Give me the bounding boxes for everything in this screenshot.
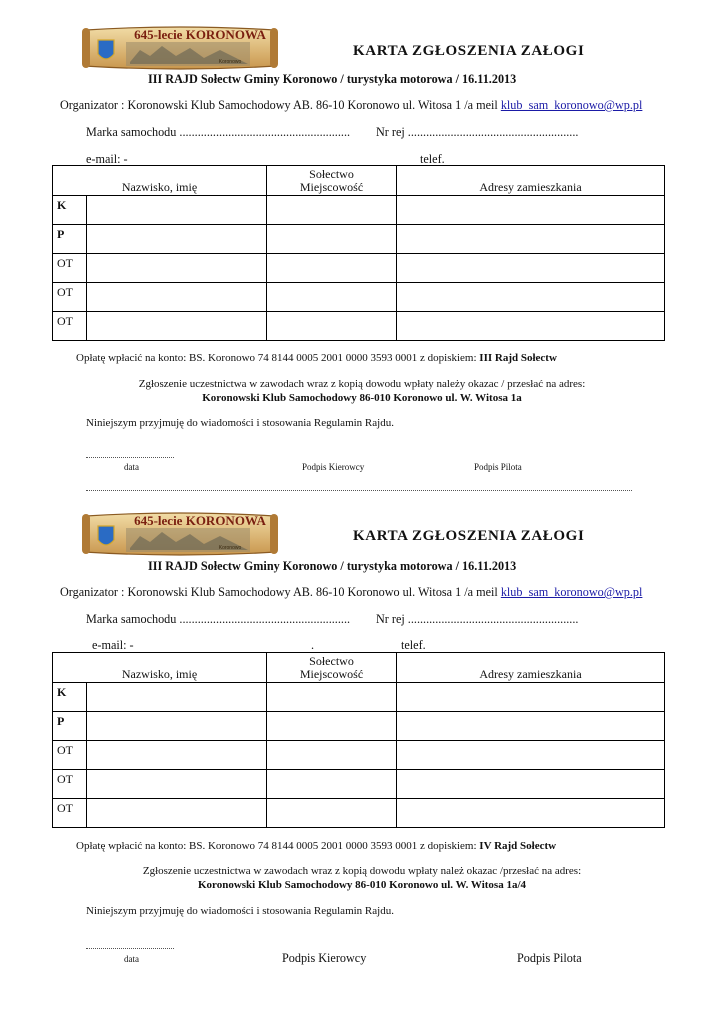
registration-field[interactable]: Nr rej ........................................................ (376, 612, 579, 626)
address-cell[interactable] (397, 225, 665, 254)
pilot-signature-label: Podpis Pilota (474, 462, 522, 472)
logo-caption: Koronowo (218, 545, 242, 551)
row-label: OT (53, 254, 87, 283)
table-row (53, 741, 665, 770)
table-row (53, 283, 665, 312)
phone-field[interactable]: telef. (420, 152, 445, 166)
village-cell[interactable] (267, 799, 397, 828)
village-cell[interactable] (267, 196, 397, 225)
table-row (53, 196, 665, 225)
name-cell[interactable] (87, 770, 267, 799)
pilot-signature-label: Podpis Pilota (517, 951, 582, 965)
crew-table (52, 652, 665, 828)
payment-line (76, 840, 556, 852)
phone-field[interactable]: telef. (401, 638, 426, 652)
rally-subtitle: III RAJD Sołectw Gminy Koronowo / turystyka motorowa / 16.11.2013 (148, 72, 517, 86)
name-cell[interactable] (87, 254, 267, 283)
village-cell[interactable] (267, 254, 397, 283)
driver-signature-label: Podpis Kierowcy (302, 462, 365, 472)
name-cell[interactable] (87, 196, 267, 225)
village-cell[interactable] (267, 712, 397, 741)
row-label: OT (53, 770, 87, 799)
organizer-email-link[interactable]: klub_sam_koronowo@wp.pl (500, 585, 643, 599)
cut-line (86, 490, 632, 491)
address-cell[interactable] (397, 683, 665, 712)
name-cell[interactable] (87, 312, 267, 341)
organizer-line (60, 585, 642, 600)
header-village-line1: Sołectwo (309, 654, 354, 668)
name-cell[interactable] (87, 225, 267, 254)
payment-text: Opłatę wpłacić na konto: BS. Koronowo 74 8144 0005 2001 0000 3593 0001 z dopiskiem: (76, 840, 477, 852)
submission-text: Zgłoszenie uczestnictwa w zawodach wraz z kopią dowodu wpłaty należy okazac / przesłać na adres: (138, 378, 586, 390)
registration-field[interactable]: Nr rej ........................................................ (376, 125, 579, 139)
address-cell[interactable] (397, 741, 665, 770)
village-cell[interactable] (267, 312, 397, 341)
table-row (53, 225, 665, 254)
date-label: data (124, 954, 139, 964)
car-make-field[interactable]: Marka samochodu ........................................................ (86, 612, 351, 626)
koronowo-645-logo (80, 508, 280, 560)
coat-of-arms-icon (98, 40, 114, 59)
address-cell[interactable] (397, 712, 665, 741)
form-title: KARTA ZGŁOSZENIA ZAŁOGI (353, 528, 585, 544)
village-cell[interactable] (267, 683, 397, 712)
header-village-line2: Miejscowość (299, 180, 364, 194)
submission-address: Koronowski Klub Samochodowy 86-010 Koronowo ul. W. Witosa 1a/4 (197, 879, 527, 891)
payment-note: III Rajd Sołectw (479, 352, 557, 364)
date-label: data (124, 462, 139, 472)
row-label: OT (53, 312, 87, 341)
address-cell[interactable] (397, 254, 665, 283)
row-label: K (53, 196, 87, 225)
table-row (53, 312, 665, 341)
logo-text: 645-lecie KORONOWA (134, 27, 266, 42)
table-row (53, 712, 665, 741)
acceptance-text: Niniejszym przyjmuję do wiadomości i stosowania Regulamin Rajdu. (86, 905, 394, 917)
rally-subtitle: III RAJD Sołectw Gminy Koronowo / turystyka motorowa / 16.11.2013 (148, 559, 517, 573)
table-row (53, 770, 665, 799)
logo-text: 645-lecie KORONOWA (134, 513, 266, 528)
payment-line (76, 352, 557, 364)
car-make-field[interactable]: Marka samochodu ........................................................ (86, 125, 351, 139)
submission-address: Koronowski Klub Samochodowy 86-010 Koronowo ul. W. Witosa 1a (202, 392, 522, 404)
header-village (267, 653, 397, 683)
table-header-row (53, 653, 665, 683)
coat-of-arms-icon (98, 526, 114, 545)
row-label: P (53, 712, 87, 741)
email-field[interactable]: e-mail: - (92, 638, 134, 652)
address-cell[interactable] (397, 196, 665, 225)
email-field[interactable]: e-mail: - (86, 152, 128, 166)
organizer-text: Organizator : Koronowski Klub Samochodowy AB. 86-10 Koronowo ul. Witosa 1 /a meil (60, 98, 498, 112)
email-dot: . (311, 638, 315, 652)
village-cell[interactable] (267, 225, 397, 254)
name-cell[interactable] (87, 741, 267, 770)
header-village-line1: Sołectwo (309, 167, 354, 181)
driver-signature-label: Podpis Kierowcy (282, 951, 367, 965)
village-cell[interactable] (267, 283, 397, 312)
address-cell[interactable] (397, 312, 665, 341)
address-cell[interactable] (397, 770, 665, 799)
date-line[interactable] (86, 457, 174, 458)
acceptance-text: Niniejszym przyjmuję do wiadomości i stosowania Regulamin Rajdu. (86, 417, 394, 429)
name-cell[interactable] (87, 683, 267, 712)
organizer-text: Organizator : Koronowski Klub Samochodowy AB. 86-10 Koronowo ul. Witosa 1 /a meil (60, 585, 498, 599)
header-name: Nazwisko, imię (53, 653, 267, 683)
organizer-line (60, 98, 642, 113)
organizer-email-link[interactable]: klub_sam_koronowo@wp.pl (500, 98, 643, 112)
table-row (53, 683, 665, 712)
header-address: Adresy zamieszkania (397, 166, 665, 196)
header-village-line2: Miejscowość (299, 667, 364, 681)
crew-table (52, 165, 665, 341)
row-label: OT (53, 283, 87, 312)
row-label: K (53, 683, 87, 712)
payment-text: Opłatę wpłacić na konto: BS. Koronowo 74 8144 0005 2001 0000 3593 0001 z dopiskiem: (76, 352, 477, 364)
date-line[interactable] (86, 948, 174, 949)
village-cell[interactable] (267, 741, 397, 770)
header-village (267, 166, 397, 196)
address-cell[interactable] (397, 799, 665, 828)
table-header-row (53, 166, 665, 196)
submission-text: Zgłoszenie uczestnictwa w zawodach wraz z kopią dowodu wpłaty należ okazac /przesłać na adres: (142, 865, 582, 877)
table-row (53, 799, 665, 828)
row-label: OT (53, 741, 87, 770)
header-name: Nazwisko, imię (53, 166, 267, 196)
koronowo-645-logo (80, 22, 280, 74)
name-cell[interactable] (87, 283, 267, 312)
table-row (53, 254, 665, 283)
name-cell[interactable] (87, 712, 267, 741)
form-title: KARTA ZGŁOSZENIA ZAŁOGI (353, 43, 585, 59)
row-label: OT (53, 799, 87, 828)
name-cell[interactable] (87, 799, 267, 828)
logo-caption: Koronowo (218, 59, 242, 65)
header-address: Adresy zamieszkania (397, 653, 665, 683)
payment-note: IV Rajd Sołectw (479, 840, 557, 852)
row-label: P (53, 225, 87, 254)
village-cell[interactable] (267, 770, 397, 799)
address-cell[interactable] (397, 283, 665, 312)
